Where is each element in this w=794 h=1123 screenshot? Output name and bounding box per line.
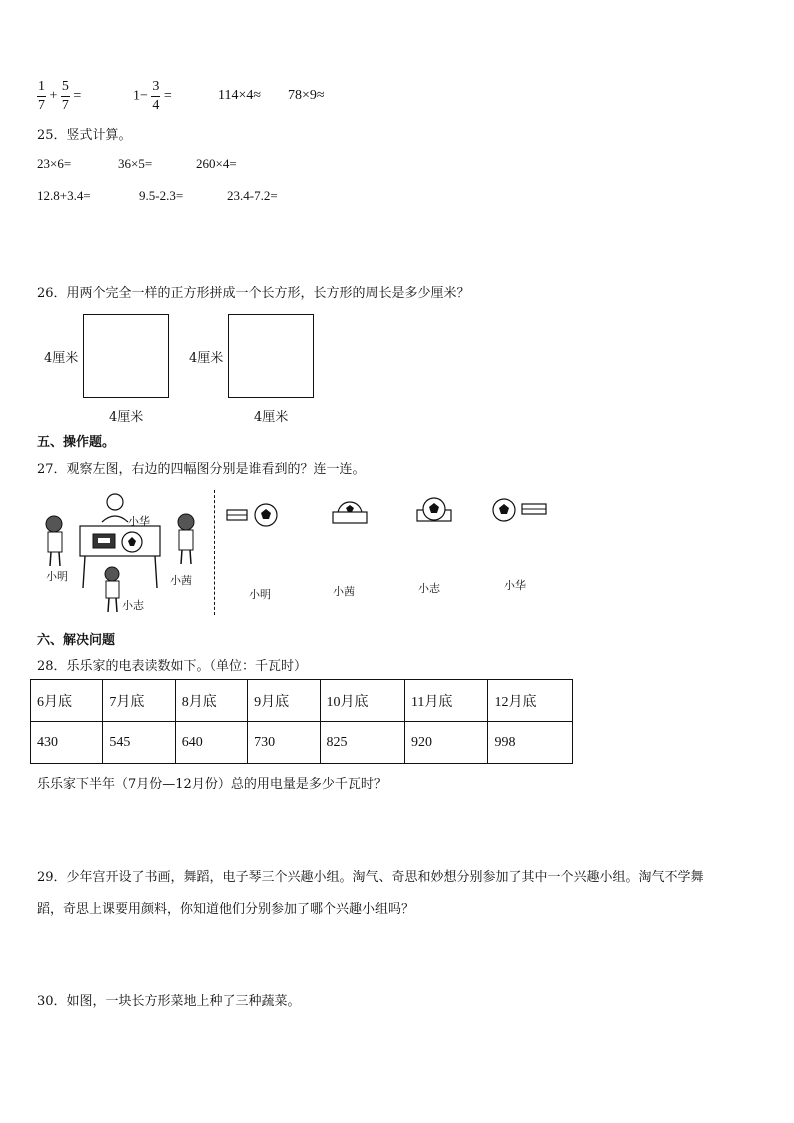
fraction-expression-1: $\frac{1}{7}$ + $\frac{5}{7}$ = (38, 79, 82, 113)
section-6-heading: 六、解决问题 (37, 633, 116, 648)
estimate-expression-2: 78×9≈ (288, 88, 325, 103)
bottom-label-left: 4厘米 (109, 410, 144, 425)
table-value-cell: 825 (320, 722, 404, 764)
view-box-and-ball (225, 502, 281, 528)
table-header-cell: 12月底 (488, 680, 573, 722)
person-label-xiaoxi: 小茜 (170, 574, 192, 587)
side-label-left: 4厘米 (44, 351, 79, 366)
question-25-title: 25．竖式计算。 (37, 128, 132, 143)
table-header-cell: 10月底 (320, 680, 404, 722)
question-28-text: 乐乐家下半年（7月份—12月份）总的用电量是多少千瓦时？ (37, 777, 387, 792)
view-label-xiaoming: 小明 (249, 588, 271, 601)
table-row-values (31, 722, 573, 764)
view-label-xiaozhi: 小志 (418, 582, 440, 595)
square-left (83, 314, 169, 398)
question-28-title: 28．乐乐家的电表读数如下。（单位：千瓦时） (37, 659, 308, 674)
table-value-cell: 920 (404, 722, 488, 764)
question-29-line-2: 蹈，奇思上课要用颜料，你知道他们分别参加了哪个兴趣小组吗？ (37, 902, 415, 917)
dashed-divider (214, 490, 215, 615)
table-value-cell: 640 (175, 722, 247, 764)
table-header-cell: 7月底 (103, 680, 175, 722)
table-header-cell: 9月底 (248, 680, 320, 722)
person-label-xiaoming: 小明 (46, 570, 68, 583)
calc-item: 23.4-7.2= (227, 188, 278, 203)
question-30-title: 30．如图，一块长方形菜地上种了三种蔬菜。 (37, 994, 301, 1009)
bottom-label-right: 4厘米 (254, 410, 289, 425)
table-header-cell: 11月底 (404, 680, 488, 722)
calc-item: 36×5= (118, 156, 153, 171)
view-label-xiaohua: 小华 (504, 579, 526, 592)
table-value-cell: 998 (488, 722, 573, 764)
table-header-cell: 6月底 (31, 680, 103, 722)
estimate-expression-1: 114×4≈ (218, 88, 262, 103)
view-ball-on-box (414, 496, 454, 526)
view-ball-and-box (490, 496, 550, 524)
fraction-1-7: $\frac{1}{7}$ (38, 79, 45, 113)
table-value-cell: 430 (31, 722, 103, 764)
question-27-title: 27．观察左图，右边的四幅图分别是谁看到的？连一连。 (37, 462, 366, 477)
person-label-xiaozhi: 小志 (122, 599, 144, 612)
table-value-cell: 545 (103, 722, 175, 764)
calc-item: 23×6= (37, 156, 72, 171)
fraction-5-7: $\frac{5}{7}$ (61, 79, 69, 113)
table-value-cell: 730 (248, 722, 320, 764)
view-ball-behind-box (330, 498, 370, 526)
side-label-right: 4厘米 (189, 351, 224, 366)
fraction-expression-2: 1− $\frac{3}{4}$ = (133, 79, 172, 113)
calc-item: 12.8+3.4= (37, 188, 91, 203)
person-label-xiaohua: 小华 (128, 515, 150, 528)
meter-reading-table (30, 679, 573, 764)
table-header-cell: 8月底 (175, 680, 247, 722)
calc-item: 260×4= (196, 156, 237, 171)
calc-item: 9.5-2.3= (139, 188, 184, 203)
fraction-3-4: $\frac{3}{4}$ (152, 79, 160, 113)
question-29-line-1: 29．少年宫开设了书画，舞蹈，电子琴三个兴趣小组。淘气、奇思和妙想分别参加了其中一个兴趣小组。淘气不学舞 (37, 870, 704, 885)
square-right (228, 314, 314, 398)
section-5-heading: 五、操作题。 (37, 435, 116, 450)
question-26-title: 26．用两个完全一样的正方形拼成一个长方形，长方形的周长是多少厘米？ (37, 286, 470, 301)
table-row-headers (31, 680, 573, 722)
view-label-xiaoxi: 小茜 (333, 585, 355, 598)
